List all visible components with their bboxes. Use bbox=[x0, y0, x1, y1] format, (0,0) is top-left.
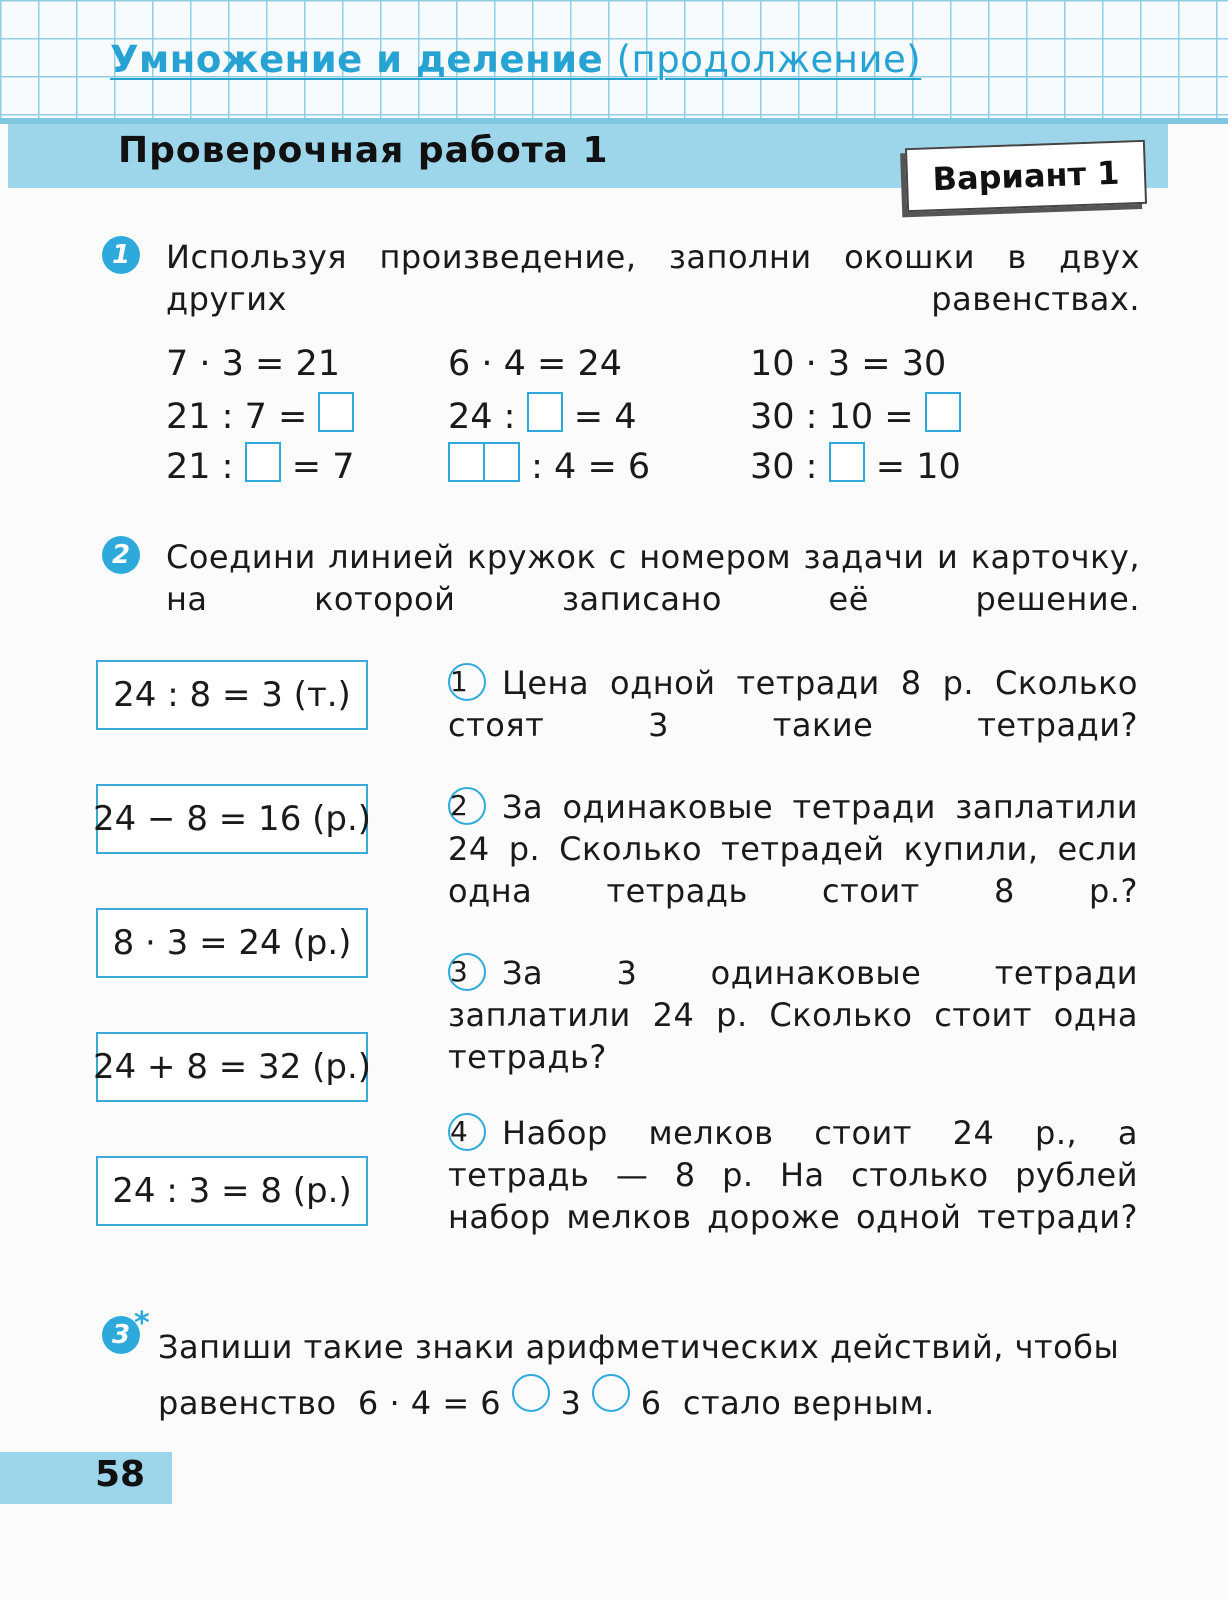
answer-box[interactable] bbox=[925, 392, 961, 432]
t1-col1-product: 7 · 3 = 21 bbox=[166, 344, 341, 384]
t1-col1-eq3: 21 : = 7 bbox=[166, 442, 354, 487]
chapter-name: Умножение и деление bbox=[110, 38, 604, 81]
test-title: Проверочная работа 1 bbox=[118, 130, 609, 171]
task1-text: Используя произведение, заполни окошки в двух других равенствах. bbox=[166, 238, 1140, 318]
page-number: 58 bbox=[95, 1454, 146, 1495]
solution-card[interactable]: 8 · 3 = 24 (р.) bbox=[96, 908, 368, 978]
solution-card[interactable]: 24 : 3 = 8 (р.) bbox=[96, 1156, 368, 1226]
problem-2: 2 За одинаковые тетради заплатили 24 р. Сколько тетрадей купили, если одна тетрадь стоит 8 р.? bbox=[448, 788, 1138, 910]
answer-box[interactable] bbox=[829, 442, 865, 482]
t1-col3-eq2: 30 : 10 = bbox=[750, 392, 961, 437]
problem-4: 4 Набор мелков стоит 24 р., а тетрадь — 8 р. На столько рублей набор мелков дороже одной тетради? bbox=[448, 1114, 1138, 1236]
t1-col1-eq2: 21 : 7 = bbox=[166, 392, 354, 437]
t1-col2-product: 6 · 4 = 24 bbox=[448, 344, 623, 384]
task3-line2: равенство 6 · 4 = 6 3 6 стало верным. bbox=[158, 1374, 1134, 1424]
task1-number-badge: 1 bbox=[102, 236, 140, 274]
variant-label: Вариант 1 bbox=[905, 140, 1147, 212]
t1-col3-product: 10 · 3 = 30 bbox=[750, 344, 947, 384]
page-number-band bbox=[0, 1452, 172, 1504]
answer-box[interactable] bbox=[245, 442, 281, 482]
answer-box-double[interactable] bbox=[448, 442, 520, 482]
solution-card[interactable]: 24 + 8 = 32 (р.) bbox=[96, 1032, 368, 1102]
answer-box[interactable] bbox=[318, 392, 354, 432]
problem-3: 3 За 3 одинаковые тетради заплатили 24 р. Сколько стоит одна тетрадь? bbox=[448, 954, 1138, 1076]
task2-number-badge: 2 bbox=[102, 536, 140, 574]
star-mark: * bbox=[134, 1306, 150, 1341]
answer-box[interactable] bbox=[527, 392, 563, 432]
t1-col3-eq3: 30 : = 10 bbox=[750, 442, 961, 487]
operator-circle[interactable] bbox=[512, 1374, 550, 1412]
task3-number-badge: 3 bbox=[102, 1316, 140, 1354]
operator-circle[interactable] bbox=[592, 1374, 630, 1412]
t1-col2-eq3: : 4 = 6 bbox=[448, 442, 650, 487]
problem-number-circle[interactable]: 2 bbox=[448, 787, 486, 825]
chapter-continuation: (продолжение) bbox=[616, 38, 922, 81]
problem-number-circle[interactable]: 3 bbox=[448, 953, 486, 991]
t1-col2-eq2: 24 : = 4 bbox=[448, 392, 636, 437]
problem-number-circle[interactable]: 1 bbox=[448, 663, 486, 701]
solution-card[interactable]: 24 − 8 = 16 (р.) bbox=[96, 784, 368, 854]
chapter-title bbox=[110, 38, 921, 81]
problem-number-circle[interactable]: 4 bbox=[448, 1113, 486, 1151]
task3-line1: Запиши такие знаки арифметических действий, чтобы bbox=[158, 1328, 1120, 1366]
solution-card[interactable]: 24 : 8 = 3 (т.) bbox=[96, 660, 368, 730]
problem-1: 1 Цена одной тетради 8 р. Сколько стоят 3 такие тетради? bbox=[448, 664, 1138, 744]
task2-text: Соедини линией кружок с номером задачи и карточку, на которой записано её решение. bbox=[166, 538, 1140, 618]
